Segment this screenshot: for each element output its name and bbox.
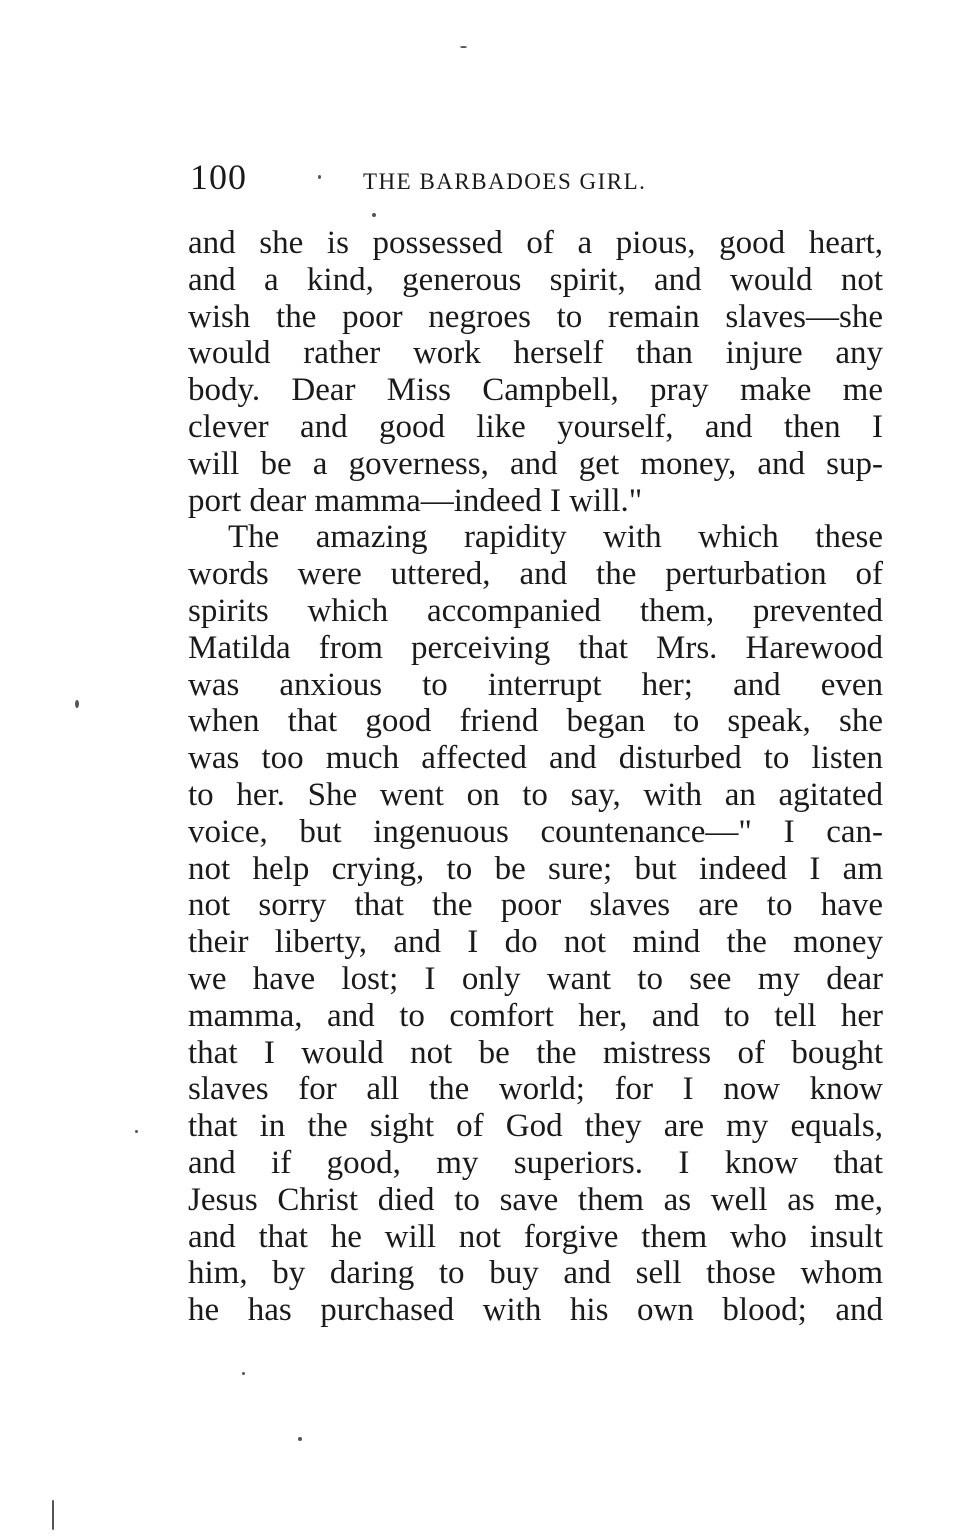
text-line: mamma, and to comfort her, and to tell her xyxy=(188,997,883,1034)
body-text xyxy=(188,225,883,1329)
text-line: wish the poor negroes to remain slaves—she xyxy=(188,298,883,335)
text-line: will be a governess, and get money, and sup- xyxy=(188,445,883,482)
text-line: and if good, my superiors. I know that xyxy=(188,1144,883,1181)
text-line: spirits which accompanied them, prevented xyxy=(188,592,883,629)
text-line: him, by daring to buy and sell those whom xyxy=(188,1255,883,1292)
text-line: port dear mamma—indeed I will." xyxy=(188,482,643,519)
scan-speck xyxy=(298,1437,302,1441)
text-line: Matilda from perceiving that Mrs. Harewood xyxy=(188,629,883,666)
scan-speck xyxy=(372,213,376,217)
scan-speck xyxy=(52,1500,54,1530)
scan-speck xyxy=(318,175,321,179)
text-line: not sorry that the poor slaves are to have xyxy=(188,887,883,924)
scan-speck xyxy=(135,1130,138,1133)
text-line: would rather work herself than injure any xyxy=(188,335,883,372)
text-line: voice, but ingenuous countenance—" I can- xyxy=(188,813,883,850)
text-line: was too much affected and disturbed to listen xyxy=(188,740,883,777)
text-line: and she is possessed of a pious, good heart, xyxy=(188,225,883,261)
scan-speck xyxy=(75,700,79,708)
text-line: was anxious to interrupt her; and even xyxy=(188,666,883,703)
text-line: Jesus Christ died to save them as well as me, xyxy=(188,1181,883,1218)
text-line: words were uttered, and the perturbation of xyxy=(188,556,883,593)
scan-speck xyxy=(460,46,467,48)
text-line: when that good friend began to speak, she xyxy=(188,703,883,740)
running-head xyxy=(190,156,890,196)
text-line: slaves for all the world; for I now know xyxy=(188,1071,883,1108)
text-line: that in the sight of God they are my equals, xyxy=(188,1108,883,1145)
text-line: clever and good like yourself, and then I xyxy=(188,408,883,445)
text-line: we have lost; I only want to see my dear xyxy=(188,960,883,997)
text-line: he has purchased with his own blood; and xyxy=(188,1292,883,1329)
text-line: their liberty, and I do not mind the money xyxy=(188,924,883,961)
text-line: that I would not be the mistress of bought xyxy=(188,1034,883,1071)
running-title: THE BARBADOES GIRL. xyxy=(363,169,647,194)
text-line: not help crying, to be sure; but indeed I am xyxy=(188,850,883,887)
text-line: body. Dear Miss Campbell, pray make me xyxy=(188,372,883,409)
paragraph-start-line: The amazing rapidity with which these xyxy=(228,519,883,556)
text-line: and a kind, generous spirit, and would not xyxy=(188,261,883,298)
text-line: and that he will not forgive them who insult xyxy=(188,1218,883,1255)
text-line: to her. She went on to say, with an agitated xyxy=(188,776,883,813)
page-number: 100 xyxy=(190,157,247,197)
scan-speck xyxy=(242,1372,245,1375)
